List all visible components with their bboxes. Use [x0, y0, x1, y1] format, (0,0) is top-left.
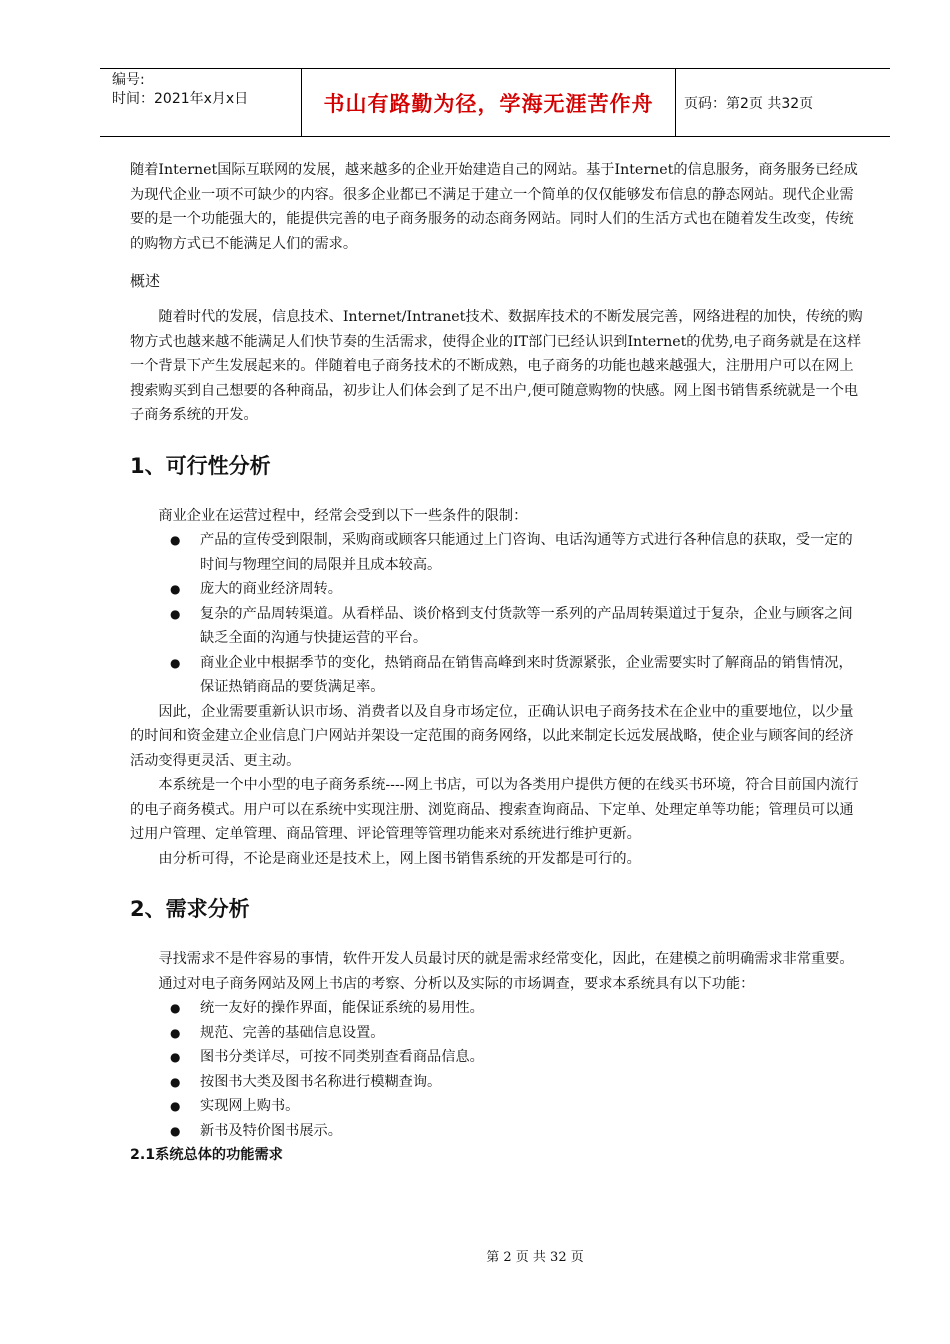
header-page-code: 页码：第2页 共32页 — [684, 95, 814, 112]
bullet-dot-icon: ● — [170, 606, 181, 621]
subsection-heading-overall-requirements: 2.1系统总体的功能需求 — [130, 1147, 283, 1163]
feasibility-paragraph-3: 由分析可得，不论是商业还是技术上，网上图书销售系统的开发都是可行的。 — [158, 850, 641, 867]
feasibility-lead: 商业企业在运营过程中，经常会受到以下一些条件的限制： — [158, 507, 528, 524]
list-item: ● 实现网上购书。 — [130, 1094, 865, 1119]
page-header — [100, 68, 890, 137]
list-item: ● 庞大的商业经济周转。 — [130, 577, 865, 602]
feasibility-paragraph-2: 本系统是一个中小型的电子商务系统----网上书店，可以为各类用户提供方便的在线买书环境，符合目前国内流行的电子商务模式。用户可以在系统中实现注册、浏览商品、搜索查询商品、下定单、处理定单等功能；管理员可以通过用户管理、定单管理、商品管理、评论管理等管理功能来对系统进行维护更新。 — [130, 777, 859, 842]
list-item: ● 图书分类详尽，可按不同类别查看商品信息。 — [130, 1045, 865, 1070]
list-item: ● 统一友好的操作界面，能保证系统的易用性。 — [130, 996, 865, 1021]
section-heading-feasibility: 1、可行性分析 — [130, 453, 271, 478]
feasibility-paragraph-1: 因此，企业需要重新认识市场、消费者以及自身市场定位，正确认识电子商务技术在企业中的重要地位，以少量的时间和资金建立企业信息门户网站并架设一定范围的商务网络，以此来制定长远发展战略，使企业与顾客间的经济活动变得更灵活、更主动。 — [130, 703, 854, 769]
requirements-paragraph-2: 通过对电子商务网站及网上书店的考察、分析以及实际的市场调查，要求本系统具有以下功能： — [158, 975, 755, 992]
bullet-dot-icon: ● — [170, 655, 181, 670]
list-item: ● 规范、完善的基础信息设置。 — [130, 1021, 865, 1046]
requirements-paragraph-1: 寻找需求不是件容易的事情，软件开发人员最讨厌的就是需求经常变化，因此，在建模之前明确需求非常重要。 — [158, 951, 854, 967]
bullet-dot-icon: ● — [170, 1099, 181, 1113]
list-item: ● 产品的宣传受到限制，采购商或顾客只能通过上门咨询、电话沟通等方式进行各种信息的获取，受一定的时间与物理空间的局限并且成本较高。 — [130, 528, 865, 577]
bullet-dot-icon: ● — [170, 1001, 181, 1015]
overview-paragraph: 随着时代的发展，信息技术、Internet/Intranet技术、数据库技术的不断发展完善，网络进程的加快，传统的购物方式也越来越不能满足人们快节奏的生活需求，使得企业的IT部门已经认识到Internet的优势,电子商务就是在这样一个背景下产生发展起来的。伴随着电子商务技术的不断成熟，电子商务的功能也越来越强大，注册用户可以在网上搜索购买到自己想要的各种商品，初步让人们体会到了足不出户,便可随意购物的快感。网上图书销售系统就是一个电子商务系统的开发。 — [130, 309, 863, 423]
document-number-label: 编号: — [112, 72, 145, 88]
bullet-dot-icon: ● — [170, 1050, 181, 1064]
overview-heading: 概述 — [130, 272, 161, 290]
bullet-dot-icon: ● — [170, 1123, 181, 1138]
bullet-dot-icon: ● — [170, 1025, 181, 1040]
header-meta — [100, 69, 302, 136]
header-motto: 书山有路勤为径，学海无涯苦作舟 — [302, 69, 676, 136]
bullet-dot-icon: ● — [170, 533, 181, 547]
section-heading-requirements: 2、需求分析 — [130, 897, 250, 921]
list-item: ● 新书及特价图书展示。 — [130, 1119, 865, 1144]
document-body — [130, 158, 865, 1167]
page-footer — [0, 1246, 950, 1265]
list-item: ● 按图书大类及图书名称进行模糊查询。 — [130, 1070, 865, 1095]
list-item: ● 商业企业中根据季节的变化，热销商品在销售高峰到来时货源紧张，企业需要实时了解商品的销售情况，保证热销商品的要货满足率。 — [130, 651, 865, 700]
intro-paragraph: 随着Internet国际互联网的发展，越来越多的企业开始建造自己的网站。基于Internet的信息服务，商务服务已经成为现代企业一项不可缺少的内容。很多企业都已不满足于建立一个简单的仅仅能够发布信息的静态网站。现代企业需要的是一个功能强大的，能提供完善的电子商务服务的动态商务网站。同时人们的生活方式也在随着发生改变，传统的购物方式已不能满足人们的需求。 — [130, 162, 858, 252]
document-time-label: 时间：2021年x月x日 — [112, 91, 249, 107]
list-item: ● 复杂的产品周转渠道。从看样品、谈价格到支付货款等一系列的产品周转渠道过于复杂，企业与顾客之间缺乏全面的沟通与快捷运营的平台。 — [130, 602, 865, 651]
bullet-dot-icon: ● — [170, 1074, 181, 1089]
bullet-dot-icon: ● — [170, 582, 181, 596]
requirements-bullet-list — [130, 996, 865, 1143]
feasibility-bullet-list — [130, 528, 865, 700]
footer-page-info: 第 2 页 共 32 页 — [486, 1250, 584, 1265]
